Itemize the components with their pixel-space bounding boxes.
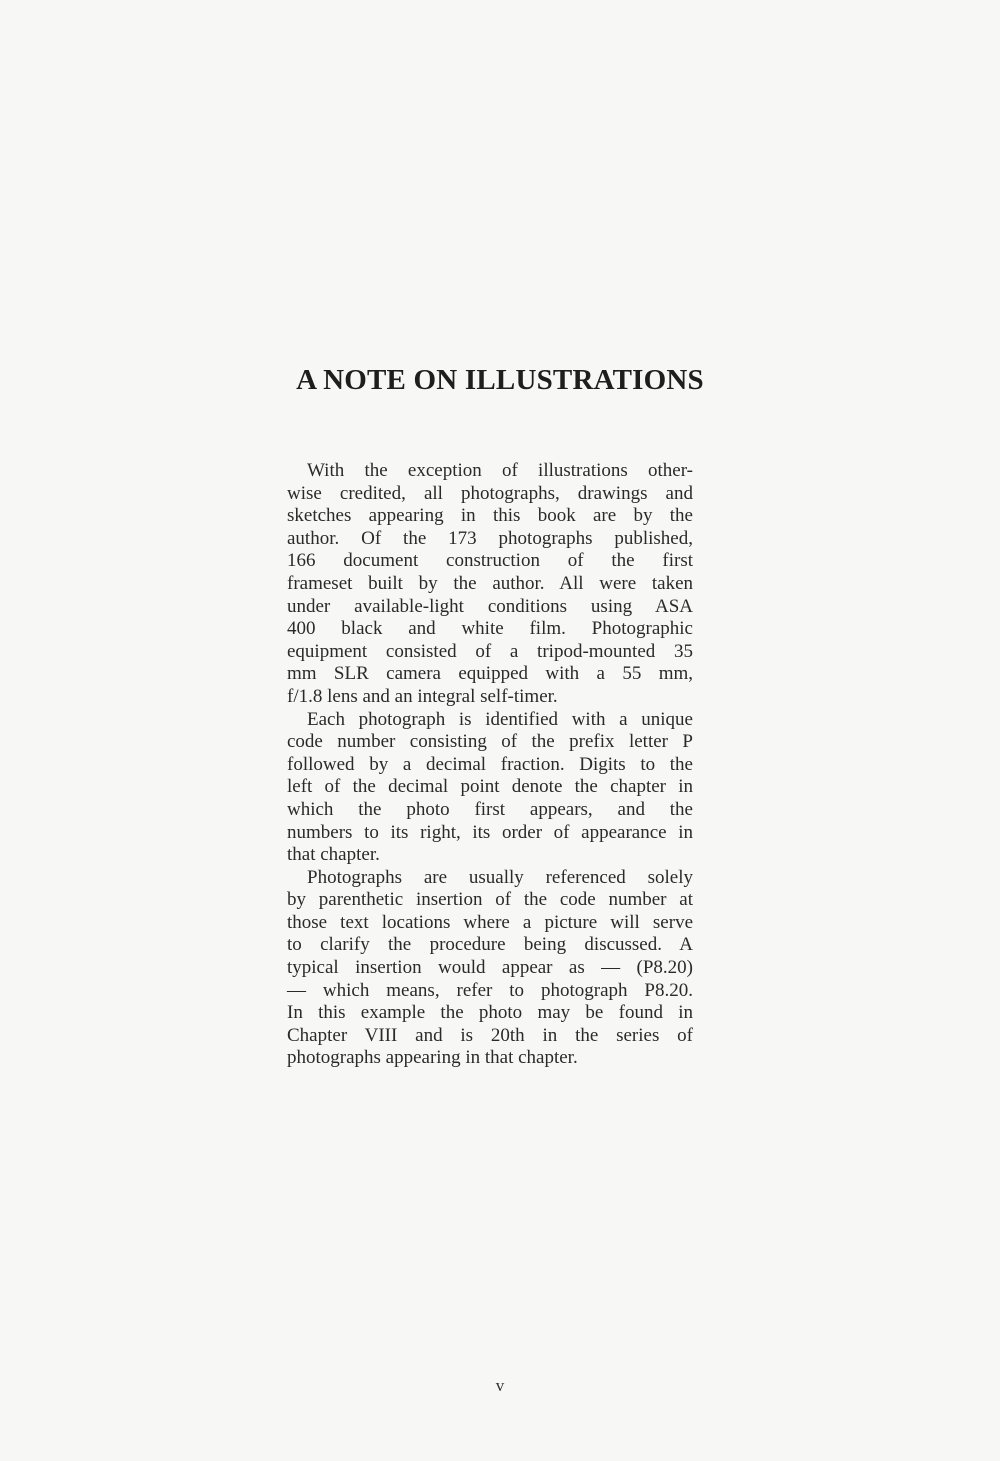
text-line: that chapter.	[287, 844, 380, 866]
text-line: under available-light conditions using ASA	[287, 595, 693, 617]
text-line: author. Of the 173 photographs published,	[287, 527, 693, 549]
paragraph-2	[287, 709, 693, 867]
paragraph-1	[287, 460, 693, 709]
text-line: by parenthetic insertion of the code number at	[287, 889, 693, 911]
text-line: sketches appearing in this book are by the	[287, 505, 693, 527]
text-line: equipment consisted of a tripod-mounted 35	[287, 640, 693, 662]
text-line: Photographs are usually referenced solely	[307, 866, 693, 888]
text-line: 400 black and white film. Photographic	[287, 618, 693, 640]
text-line: Each photograph is identified with a unique	[307, 708, 693, 730]
text-line: left of the decimal point denote the chapter in	[287, 776, 693, 798]
text-line: In this example the photo may be found in	[287, 1002, 693, 1024]
text-line: followed by a decimal fraction. Digits to the	[287, 753, 693, 775]
text-line: those text locations where a picture will serve	[287, 911, 693, 933]
text-line: mm SLR camera equipped with a 55 mm,	[287, 663, 693, 685]
page-number: v	[495, 1376, 505, 1395]
text-line: code number consisting of the prefix letter P	[287, 731, 693, 753]
text-line: — which means, refer to photograph P8.20.	[287, 979, 693, 1001]
text-line: Chapter VIII and is 20th in the series of	[287, 1024, 693, 1046]
text-line: wise credited, all photographs, drawings and	[287, 482, 693, 504]
text-line: typical insertion would appear as — (P8.20)	[287, 957, 693, 979]
text-line: 166 document construction of the first	[287, 550, 693, 572]
text-line: f/1.8 lens and an integral self-timer.	[287, 685, 558, 707]
text-line: frameset built by the author. All were taken	[287, 572, 693, 594]
text-line: photographs appearing in that chapter.	[287, 1047, 578, 1069]
body-text	[287, 460, 693, 1070]
page-title: A NOTE ON ILLUSTRATIONS	[296, 364, 704, 396]
text-line: With the exception of illustrations other-	[307, 460, 693, 481]
paragraph-3	[287, 867, 693, 1070]
text-line: to clarify the procedure being discussed. A	[287, 934, 693, 956]
text-line: numbers to its right, its order of appearance in	[287, 821, 693, 843]
text-line: which the photo first appears, and the	[287, 798, 693, 820]
